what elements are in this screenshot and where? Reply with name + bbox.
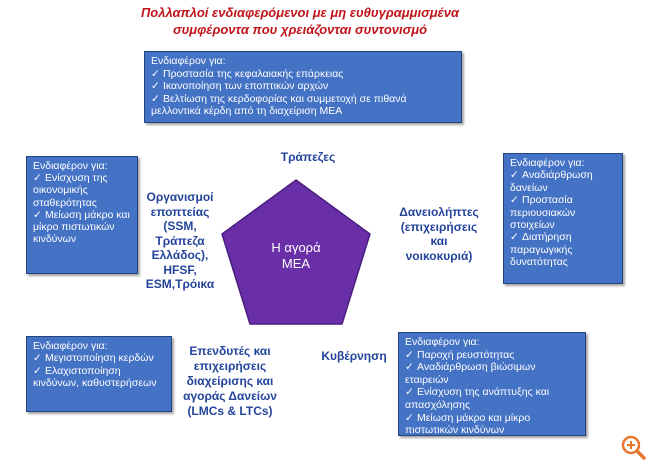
borrowers-item-2: ✓ Προστασία περιουσιακών στοιχείων: [510, 194, 576, 232]
supervisors-label: Οργανισμοί εποπτείας (SSM, Τράπεζα Ελλάδος), HFSF, ESM,Τρόικα: [145, 190, 215, 291]
supervisors-interest-box: [26, 156, 138, 274]
checkmark-icon: ✓: [405, 361, 414, 374]
investors-label: Επενδυτές και επιχειρήσεις διαχείρισης και αγοράς Δανείων (LMCs & LTCs): [183, 344, 277, 418]
checkmark-icon: ✓: [33, 364, 42, 377]
borrowers-item-3: ✓ Διατήρηση παραγωγικής δυνατότητας: [510, 231, 573, 269]
supervisors-item-1: ✓ Ενίσχυση της οικονομικής σταθερότητας: [33, 172, 108, 209]
supervisors-item-2: ✓ Μείωση μάκρο και μίκρο πιστωτικών κινδύνων: [33, 208, 130, 246]
checkmark-icon: ✓: [151, 67, 160, 80]
checkmark-icon: ✓: [151, 80, 160, 92]
checkmark-icon: ✓: [33, 208, 42, 221]
borrowers-label: Δανειολήπτες (επιχειρήσεις και νοικοκυριά): [399, 205, 479, 263]
investors-item-2: ✓ Ελαχιστοποίηση κινδύνων, καθυστερήσεων: [33, 364, 157, 390]
market-label: Η αγορά ΜΕΑ: [271, 240, 321, 271]
banks-box-heading: Ενδιαφέρον για:: [151, 55, 226, 67]
checkmark-icon: ✓: [405, 386, 414, 399]
market-pentagon: [218, 178, 374, 328]
investors-box-heading: Ενδιαφέρον για:: [33, 340, 108, 352]
banks-item-3: ✓ Βελτίωση της κερδοφορίας και συμμετοχή σε πιθανά μελλοντικά κέρδη από τη διαχείριση ΜΕΑ: [151, 92, 407, 117]
diagram-title: [0, 4, 600, 38]
banks-item-2: ✓ Ικανοποίηση των εποπτικών αρχών: [151, 80, 329, 92]
investors-item-1: ✓ Μεγιστοποίηση κερδών: [33, 352, 154, 365]
checkmark-icon: ✓: [510, 231, 519, 244]
government-box-heading: Ενδιαφέρον για:: [405, 336, 480, 348]
government-item-3: ✓ Ενίσχυση της ανάπτυξης και απασχόλησης: [405, 386, 550, 411]
government-item-2: ✓ Αναδιάρθρωση βιώσιμων εταιρειών: [405, 361, 536, 386]
checkmark-icon: ✓: [405, 348, 414, 361]
checkmark-icon: ✓: [33, 172, 42, 185]
borrowers-interest-box: [503, 153, 623, 284]
investors-interest-box: [26, 336, 172, 412]
government-interest-box: [398, 332, 586, 436]
banks-label: Τράπεζες: [280, 150, 336, 164]
borrowers-box-heading: Ενδιαφέρον για:: [510, 157, 585, 169]
supervisors-box-heading: Ενδιαφέρον για:: [33, 160, 108, 172]
government-item-4: ✓ Μείωση μάκρο και μίκρο πιστωτικών κινδύνων: [405, 411, 531, 437]
checkmark-icon: ✓: [510, 169, 519, 182]
banks-item-1: ✓ Προστασία της κεφαλαιακής επάρκειας: [151, 67, 344, 80]
checkmark-icon: ✓: [151, 92, 160, 105]
checkmark-icon: ✓: [510, 194, 519, 207]
checkmark-icon: ✓: [33, 352, 42, 365]
title-line-2: συμφέροντα που χρειάζονται συντονισμό: [172, 22, 428, 37]
borrowers-item-1: ✓ Αναδιάρθρωση δανείων: [510, 169, 593, 194]
title-line-1: Πολλαπλοί ενδιαφερόμενοι με μη ευθυγραμμισμένα: [140, 5, 460, 20]
zoom-in-icon[interactable]: [620, 434, 646, 460]
banks-interest-box: [144, 51, 462, 123]
government-item-1: ✓ Παροχή ρευστότητας: [405, 348, 515, 361]
government-label: Κυβέρνηση: [321, 349, 387, 363]
checkmark-icon: ✓: [405, 411, 414, 424]
